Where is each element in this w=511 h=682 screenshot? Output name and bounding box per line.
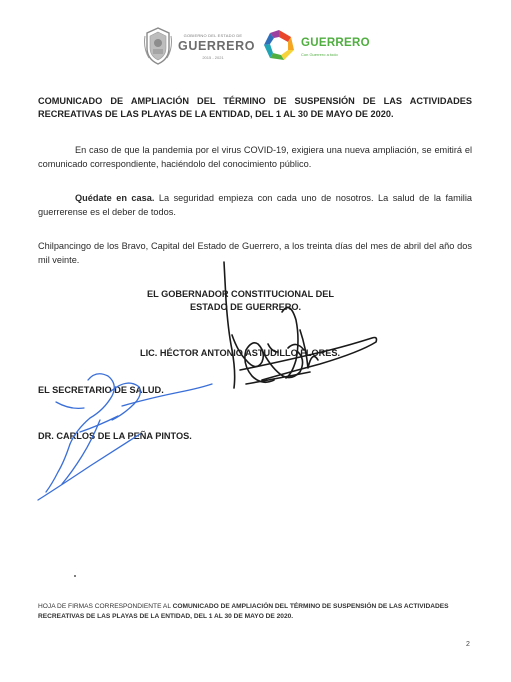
- governor-signature: [224, 262, 377, 388]
- signature-page-footer: [38, 602, 478, 622]
- scan-speck: [74, 575, 76, 577]
- brand-logo-slogan: Con Guerrero a todo: [301, 52, 338, 57]
- footer-prefix: HOJA DE FIRMAS CORRESPONDIENTE AL: [38, 603, 173, 610]
- stay-home-emphasis: Quédate en casa.: [75, 193, 155, 203]
- state-seal-icon: [143, 26, 173, 66]
- document-title: COMUNICADO DE AMPLIACIÓN DEL TÉRMINO DE SUSPENSIÓN DE LAS ACTIVIDADES RECREATIVAS DE LAS PLAYAS DE LA ENTIDAD, DEL 1 AL 30 DE MAYO DE 2020.: [38, 96, 472, 119]
- secretary-title: EL SECRETARIO DE SALUD.: [38, 385, 164, 395]
- paragraph-stay-home: [38, 192, 472, 219]
- governor-title-line1: EL GOBERNADOR CONSTITUCIONAL DEL: [147, 289, 334, 299]
- governor-title-line2: ESTADO DE GUERRERO.: [190, 302, 302, 312]
- gov-logo-name: GUERRERO: [178, 39, 256, 53]
- governor-name: LIC. HÉCTOR ANTONIO ASTUDILLO FLORES.: [140, 348, 341, 358]
- page-number: 2: [466, 641, 470, 648]
- paragraph-place-date: Chilpancingo de los Bravo, Capital del Estado de Guerrero, a los treinta días del mes de abril del año dos mil veinte.: [38, 241, 472, 265]
- brand-logo-name: GUERRERO: [301, 37, 370, 49]
- paragraph-pandemic-extension: En caso de que la pandemia por el virus COVID-19, exigiera una nueva ampliación, se emitirá el comunicado correspondiente, haciéndolo del conocimiento público.: [38, 145, 472, 169]
- guerrero-brand-icon: [262, 28, 296, 62]
- gov-logo-years: 2015 - 2021: [202, 55, 224, 60]
- secretary-name: DR. CARLOS DE LA PEÑA PINTOS.: [38, 431, 192, 441]
- gov-logo-caption: GOBIERNO DEL ESTADO DE: [183, 33, 243, 38]
- stay-home-text: La seguridad empieza con cada uno de nosotros. La salud de la familia guerrerense es el deber de todos.: [38, 193, 472, 217]
- footer-title: COMUNICADO DE AMPLIACIÓN DEL TÉRMINO DE SUSPENSIÓN DE LAS ACTIVIDADES RECREATIVAS DE LAS PLAYAS DE LA ENTIDAD, DEL 1 AL 30 DE MAYO DE 2020.: [38, 603, 449, 620]
